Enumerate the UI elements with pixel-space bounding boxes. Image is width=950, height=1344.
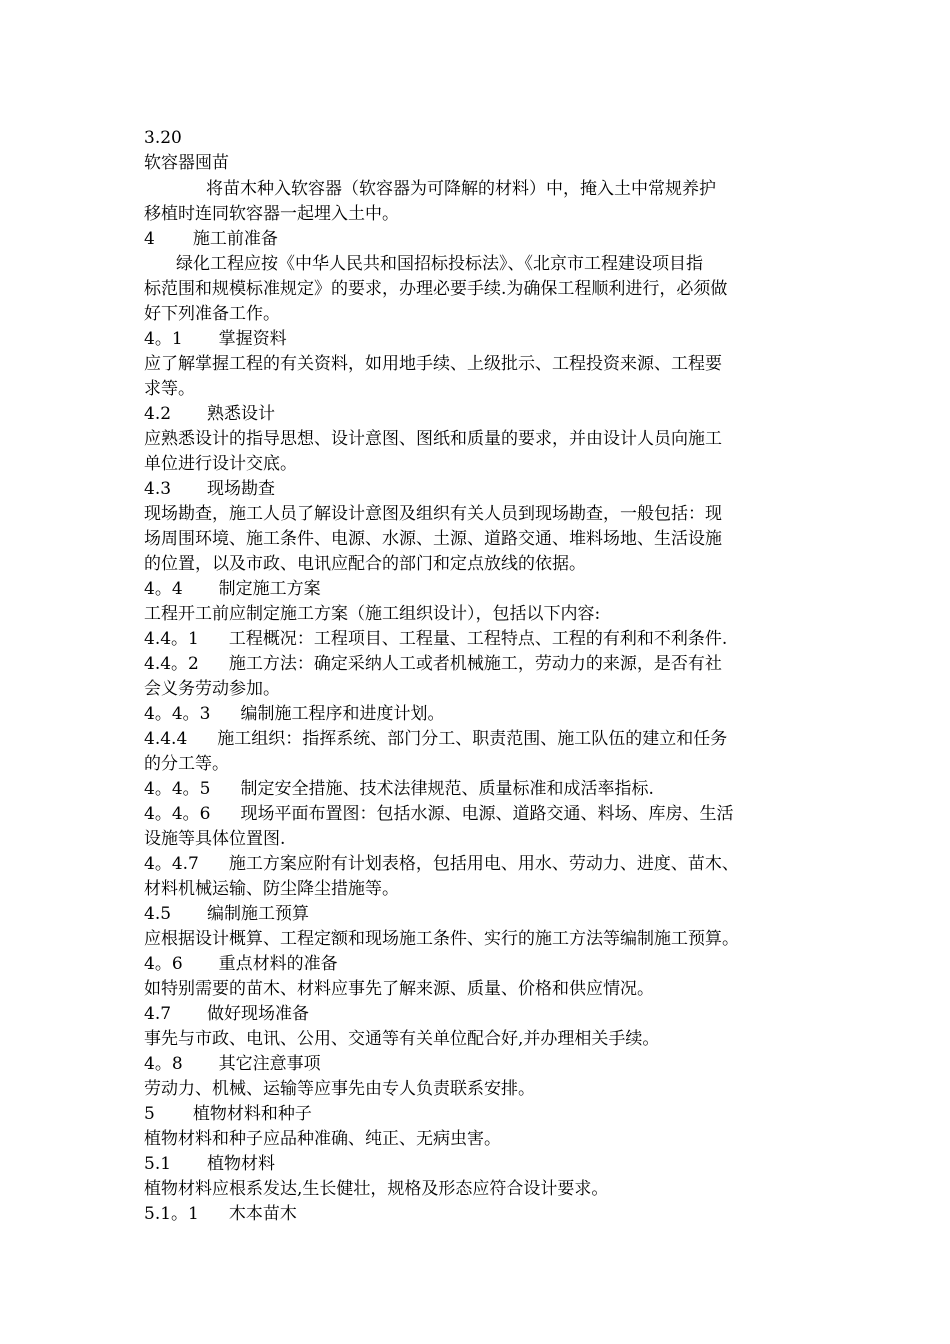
paragraph-line: 材料机械运输、防尘降尘措施等。 bbox=[144, 879, 399, 899]
section-number: 4 bbox=[144, 229, 155, 249]
item-number: 4.4。1 bbox=[144, 629, 199, 649]
paragraph-line: 的分工等。 bbox=[144, 754, 229, 774]
paragraph-line: 标范围和规模标准规定》的要求，办理必要手续.为确保工程顺利进行，必须做 bbox=[144, 279, 728, 299]
item-text: 施工方法：确定采纳人工或者机械施工，劳动力的来源，是否有社 bbox=[228, 654, 722, 674]
section-heading bbox=[144, 577, 321, 602]
item-number: 4.4。2 bbox=[144, 654, 199, 674]
section-heading bbox=[144, 227, 278, 252]
section-number: 4。6 bbox=[144, 954, 183, 974]
section-number: 4.3 bbox=[144, 479, 172, 499]
section-title: 施工前准备 bbox=[192, 229, 278, 249]
section-number: 4.5 bbox=[144, 904, 172, 924]
list-item bbox=[144, 727, 727, 752]
paragraph-line: 求等。 bbox=[144, 379, 195, 399]
item-text: 制定安全措施、技术法律规范、质量标准和成活率指标. bbox=[240, 779, 654, 799]
section-title: 编制施工预算 bbox=[207, 904, 310, 924]
paragraph-line: 植物材料应根系发达,生长健壮，规格及形态应符合设计要求。 bbox=[144, 1179, 609, 1199]
section-number-3-20: 3.20 bbox=[144, 128, 182, 148]
section-heading bbox=[144, 327, 287, 352]
paragraph-line: 应了解掌握工程的有关资料，如用地手续、上级批示、工程投资来源、工程要 bbox=[144, 354, 722, 374]
paragraph-line: 的位置，以及市政、电讯应配合的部门和定点放线的依据。 bbox=[144, 554, 586, 574]
paragraph-line: 现场勘查，施工人员了解设计意图及组织有关人员到现场勘查，一般包括：现 bbox=[144, 504, 722, 524]
section-title: 掌握资料 bbox=[218, 329, 287, 349]
section-title: 做好现场准备 bbox=[207, 1004, 310, 1024]
paragraph-line: 场周围环境、施工条件、电源、水源、土源、道路交通、堆料场地、生活设施 bbox=[144, 529, 722, 549]
item-text: 工程概况：工程项目、工程量、工程特点、工程的有利和不利条件. bbox=[228, 629, 728, 649]
section-number: 5.1。1 bbox=[144, 1204, 199, 1224]
section-number: 4.2 bbox=[144, 404, 172, 424]
section-heading bbox=[144, 1052, 321, 1077]
list-item bbox=[144, 777, 654, 802]
item-text: 施工组织：指挥系统、部门分工、职责范围、施工队伍的建立和任务 bbox=[217, 729, 728, 749]
item-number: 4。4。6 bbox=[144, 804, 211, 824]
section-title: 重点材料的准备 bbox=[218, 954, 338, 974]
item-number: 4。4。3 bbox=[144, 704, 211, 724]
section-heading bbox=[144, 1152, 275, 1177]
list-item bbox=[144, 627, 727, 652]
section-number: 4。8 bbox=[144, 1054, 183, 1074]
section-heading bbox=[144, 1002, 309, 1027]
list-item bbox=[144, 702, 444, 727]
paragraph-line: 单位进行设计交底。 bbox=[144, 454, 297, 474]
paragraph-line: 工程开工前应制定施工方案（施工组织设计），包括以下内容: bbox=[144, 604, 601, 624]
item-number: 4。4。5 bbox=[144, 779, 211, 799]
paragraph-line: 应根据设计概算、工程定额和现场施工条件、实行的施工方法等编制施工预算。 bbox=[144, 929, 739, 949]
paragraph-line: 事先与市政、电讯、公用、交通等有关单位配合好,并办理相关手续。 bbox=[144, 1029, 660, 1049]
section-heading bbox=[144, 902, 309, 927]
list-item bbox=[144, 802, 733, 827]
paragraph-line: 如特别需要的苗木、材料应事先了解来源、质量、价格和供应情况。 bbox=[144, 979, 654, 999]
section-number: 4.7 bbox=[144, 1004, 172, 1024]
section-title: 其它注意事项 bbox=[218, 1054, 321, 1074]
item-text: 施工方案应附有计划表格，包括用电、用水、劳动力、进度、苗木、 bbox=[228, 854, 739, 874]
section-title: 木本苗木 bbox=[228, 1204, 297, 1224]
paragraph-line: 劳动力、机械、运输等应事先由专人负责联系安排。 bbox=[144, 1079, 535, 1099]
paragraph-line: 绿化工程应按《中华人民共和国招标投标法》、《北京市工程建设项目指 bbox=[176, 254, 703, 274]
item-number: 4.4.4 bbox=[144, 729, 188, 749]
paragraph-line: 设施等具体位置图. bbox=[144, 829, 286, 849]
section-title: 熟悉设计 bbox=[207, 404, 276, 424]
section-heading bbox=[144, 1202, 297, 1227]
item-text: 现场平面布置图：包括水源、电源、道路交通、料场、库房、生活 bbox=[240, 804, 734, 824]
section-title: 现场勘查 bbox=[207, 479, 276, 499]
section-number: 4。1 bbox=[144, 329, 183, 349]
paragraph-line: 移植时连同软容器一起埋入土中。 bbox=[144, 204, 399, 224]
section-heading bbox=[144, 952, 338, 977]
section-number: 5.1 bbox=[144, 1154, 172, 1174]
section-heading bbox=[144, 1102, 312, 1127]
item-number: 4。4.7 bbox=[144, 854, 199, 874]
list-item bbox=[144, 652, 722, 677]
list-item bbox=[144, 852, 739, 877]
section-number: 5 bbox=[144, 1104, 155, 1124]
paragraph-line: 植物材料和种子应品种准确、纯正、无病虫害。 bbox=[144, 1129, 501, 1149]
section-heading bbox=[144, 477, 275, 502]
section-number: 4。4 bbox=[144, 579, 183, 599]
section-title: 植物材料和种子 bbox=[192, 1104, 312, 1124]
paragraph-line: 好下列准备工作。 bbox=[144, 304, 280, 324]
paragraph-line: 将苗木种入软容器（软容器为可降解的材料）中，掩入土中常规养护 bbox=[206, 179, 716, 199]
section-title: 制定施工方案 bbox=[218, 579, 321, 599]
paragraph-line: 会义务劳动参加。 bbox=[144, 679, 280, 699]
term-heading: 软容器囤苗 bbox=[144, 153, 229, 173]
section-heading bbox=[144, 402, 275, 427]
section-title: 植物材料 bbox=[207, 1154, 276, 1174]
item-text: 编制施工程序和进度计划。 bbox=[240, 704, 445, 724]
paragraph-line: 应熟悉设计的指导思想、设计意图、图纸和质量的要求，并由设计人员向施工 bbox=[144, 429, 722, 449]
